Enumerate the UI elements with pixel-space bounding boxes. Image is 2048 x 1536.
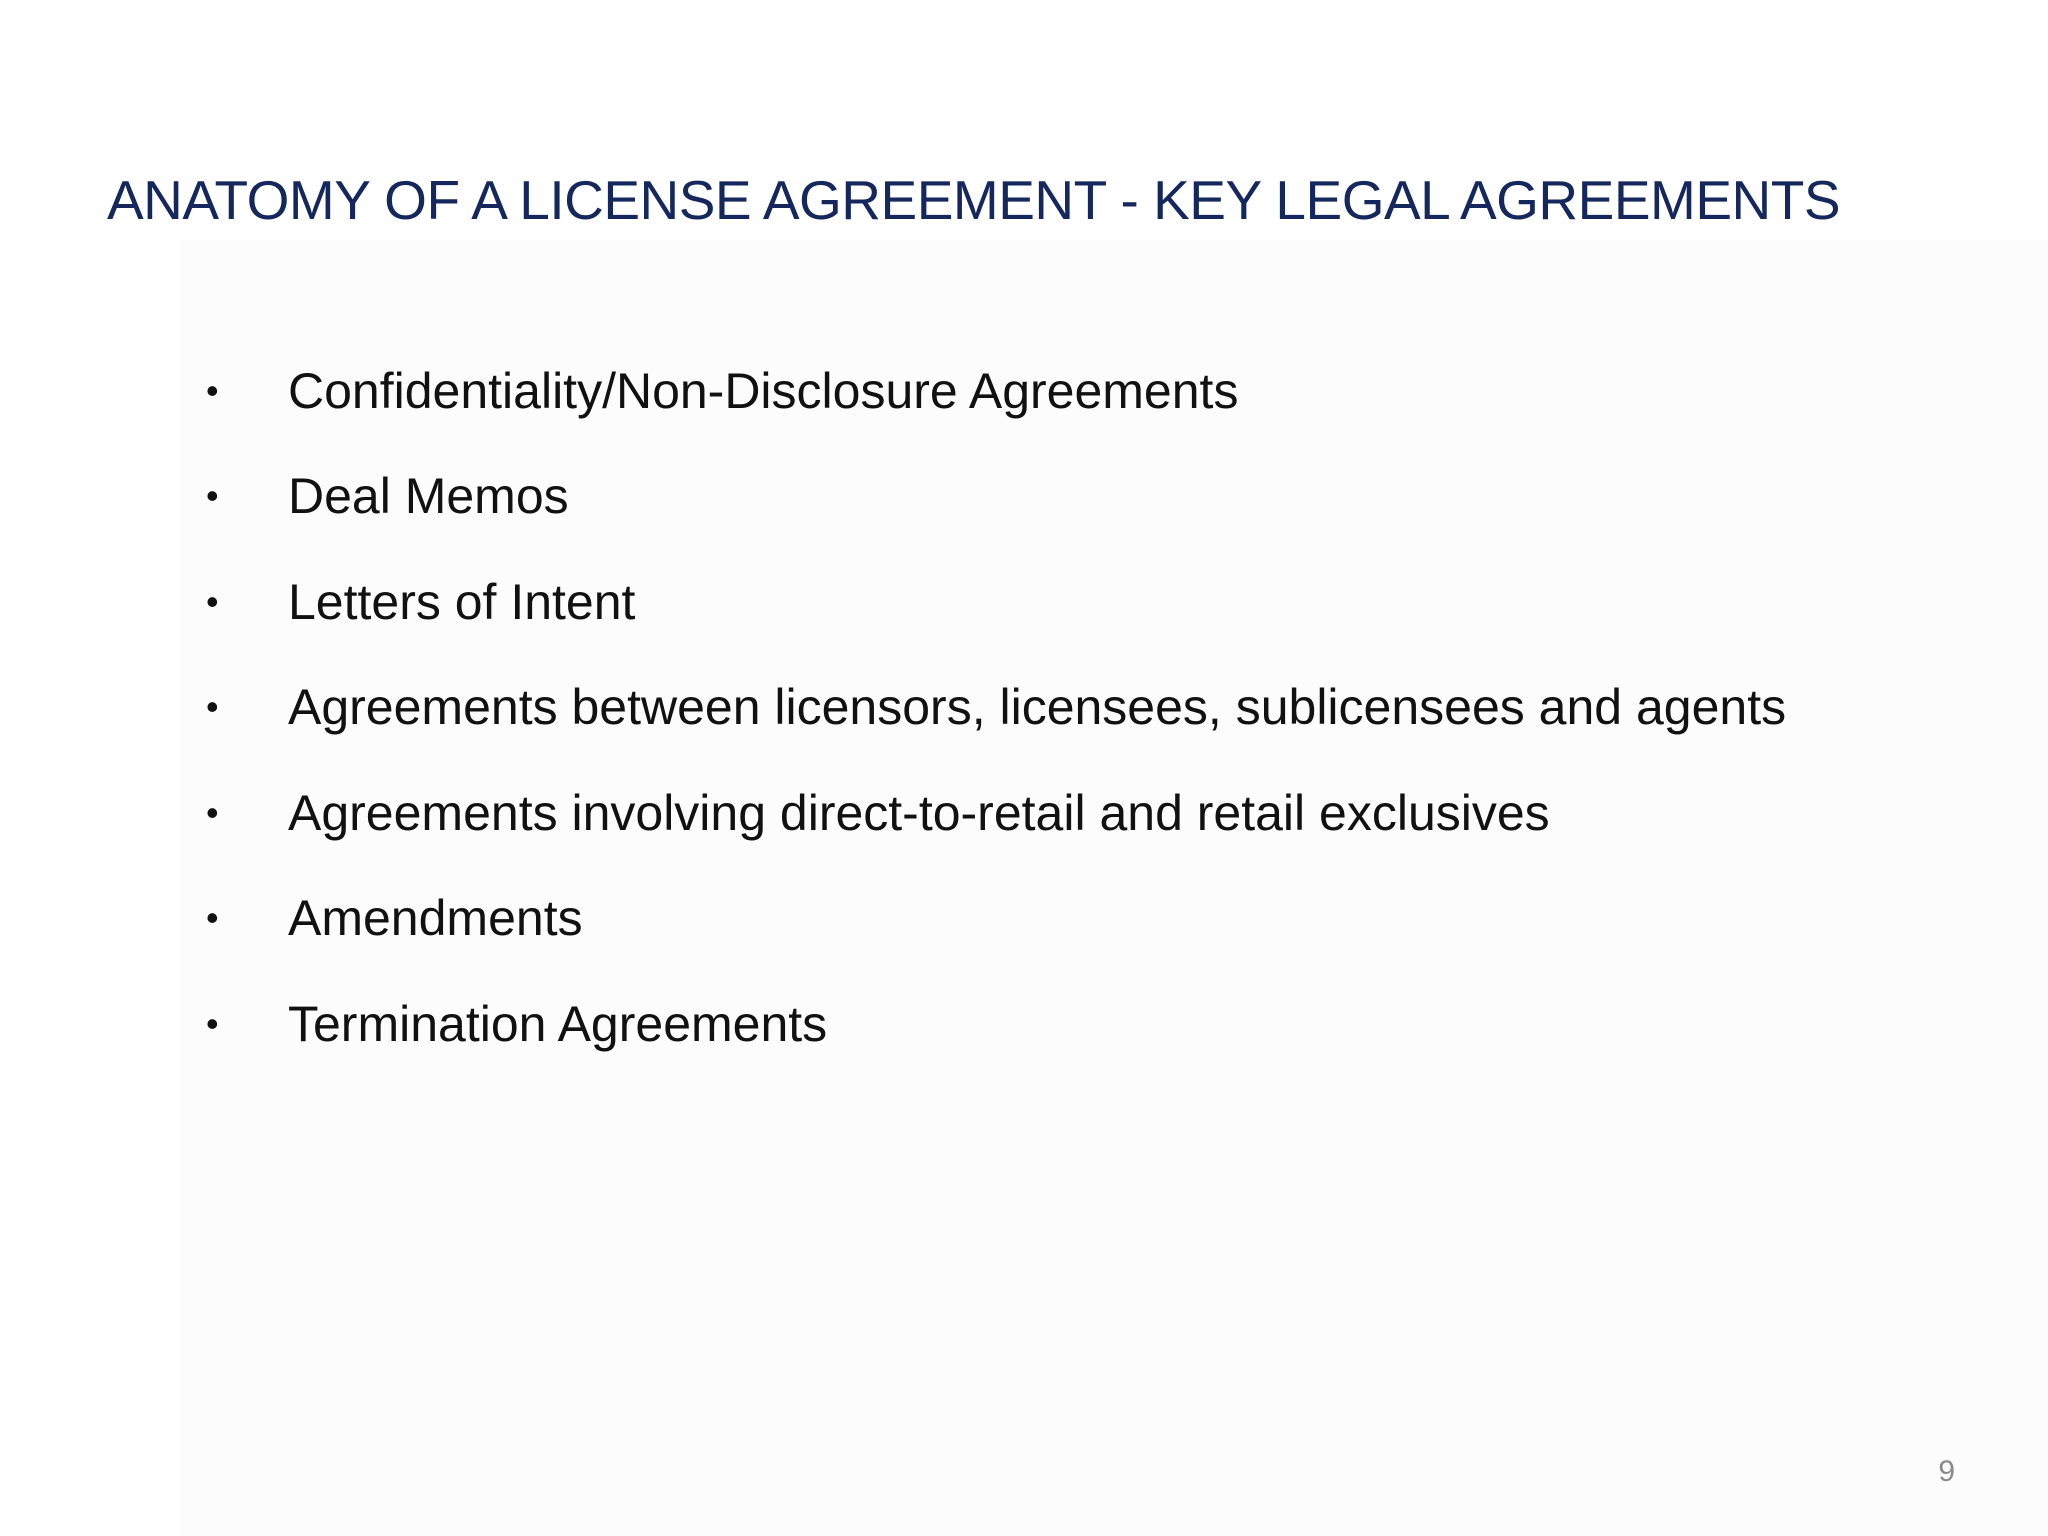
list-item xyxy=(206,760,1786,866)
list-item xyxy=(206,338,1786,444)
bullet-text: Agreements between licensors, licensees, sublicensees and agents xyxy=(288,679,1787,736)
list-item xyxy=(206,549,1786,655)
bullet-text: Deal Memos xyxy=(288,468,569,525)
bullet-icon: • xyxy=(206,791,219,833)
list-item xyxy=(206,971,1786,1077)
bullet-icon: • xyxy=(206,580,219,622)
bullet-icon: • xyxy=(206,686,219,728)
bullet-text: Agreements involving direct-to-retail and retail exclusives xyxy=(288,784,1550,841)
list-item xyxy=(206,866,1786,972)
bullet-text: Amendments xyxy=(288,890,583,947)
bullet-icon: • xyxy=(206,369,219,411)
bullet-icon: • xyxy=(206,897,219,939)
bullet-text: Confidentiality/Non-Disclosure Agreements xyxy=(288,362,1239,419)
list-item xyxy=(206,655,1786,761)
bullet-icon: • xyxy=(206,475,219,517)
bullet-text: Letters of Intent xyxy=(288,573,636,630)
bullet-icon: • xyxy=(206,1002,219,1044)
list-item xyxy=(206,444,1786,550)
bullet-text: Termination Agreements xyxy=(288,995,828,1052)
slide-title: ANATOMY OF A LICENSE AGREEMENT - KEY LEGAL AGREEMENTS xyxy=(107,169,1841,231)
page-number: 9 xyxy=(1938,1455,1955,1488)
bullet-list xyxy=(206,338,1786,1077)
